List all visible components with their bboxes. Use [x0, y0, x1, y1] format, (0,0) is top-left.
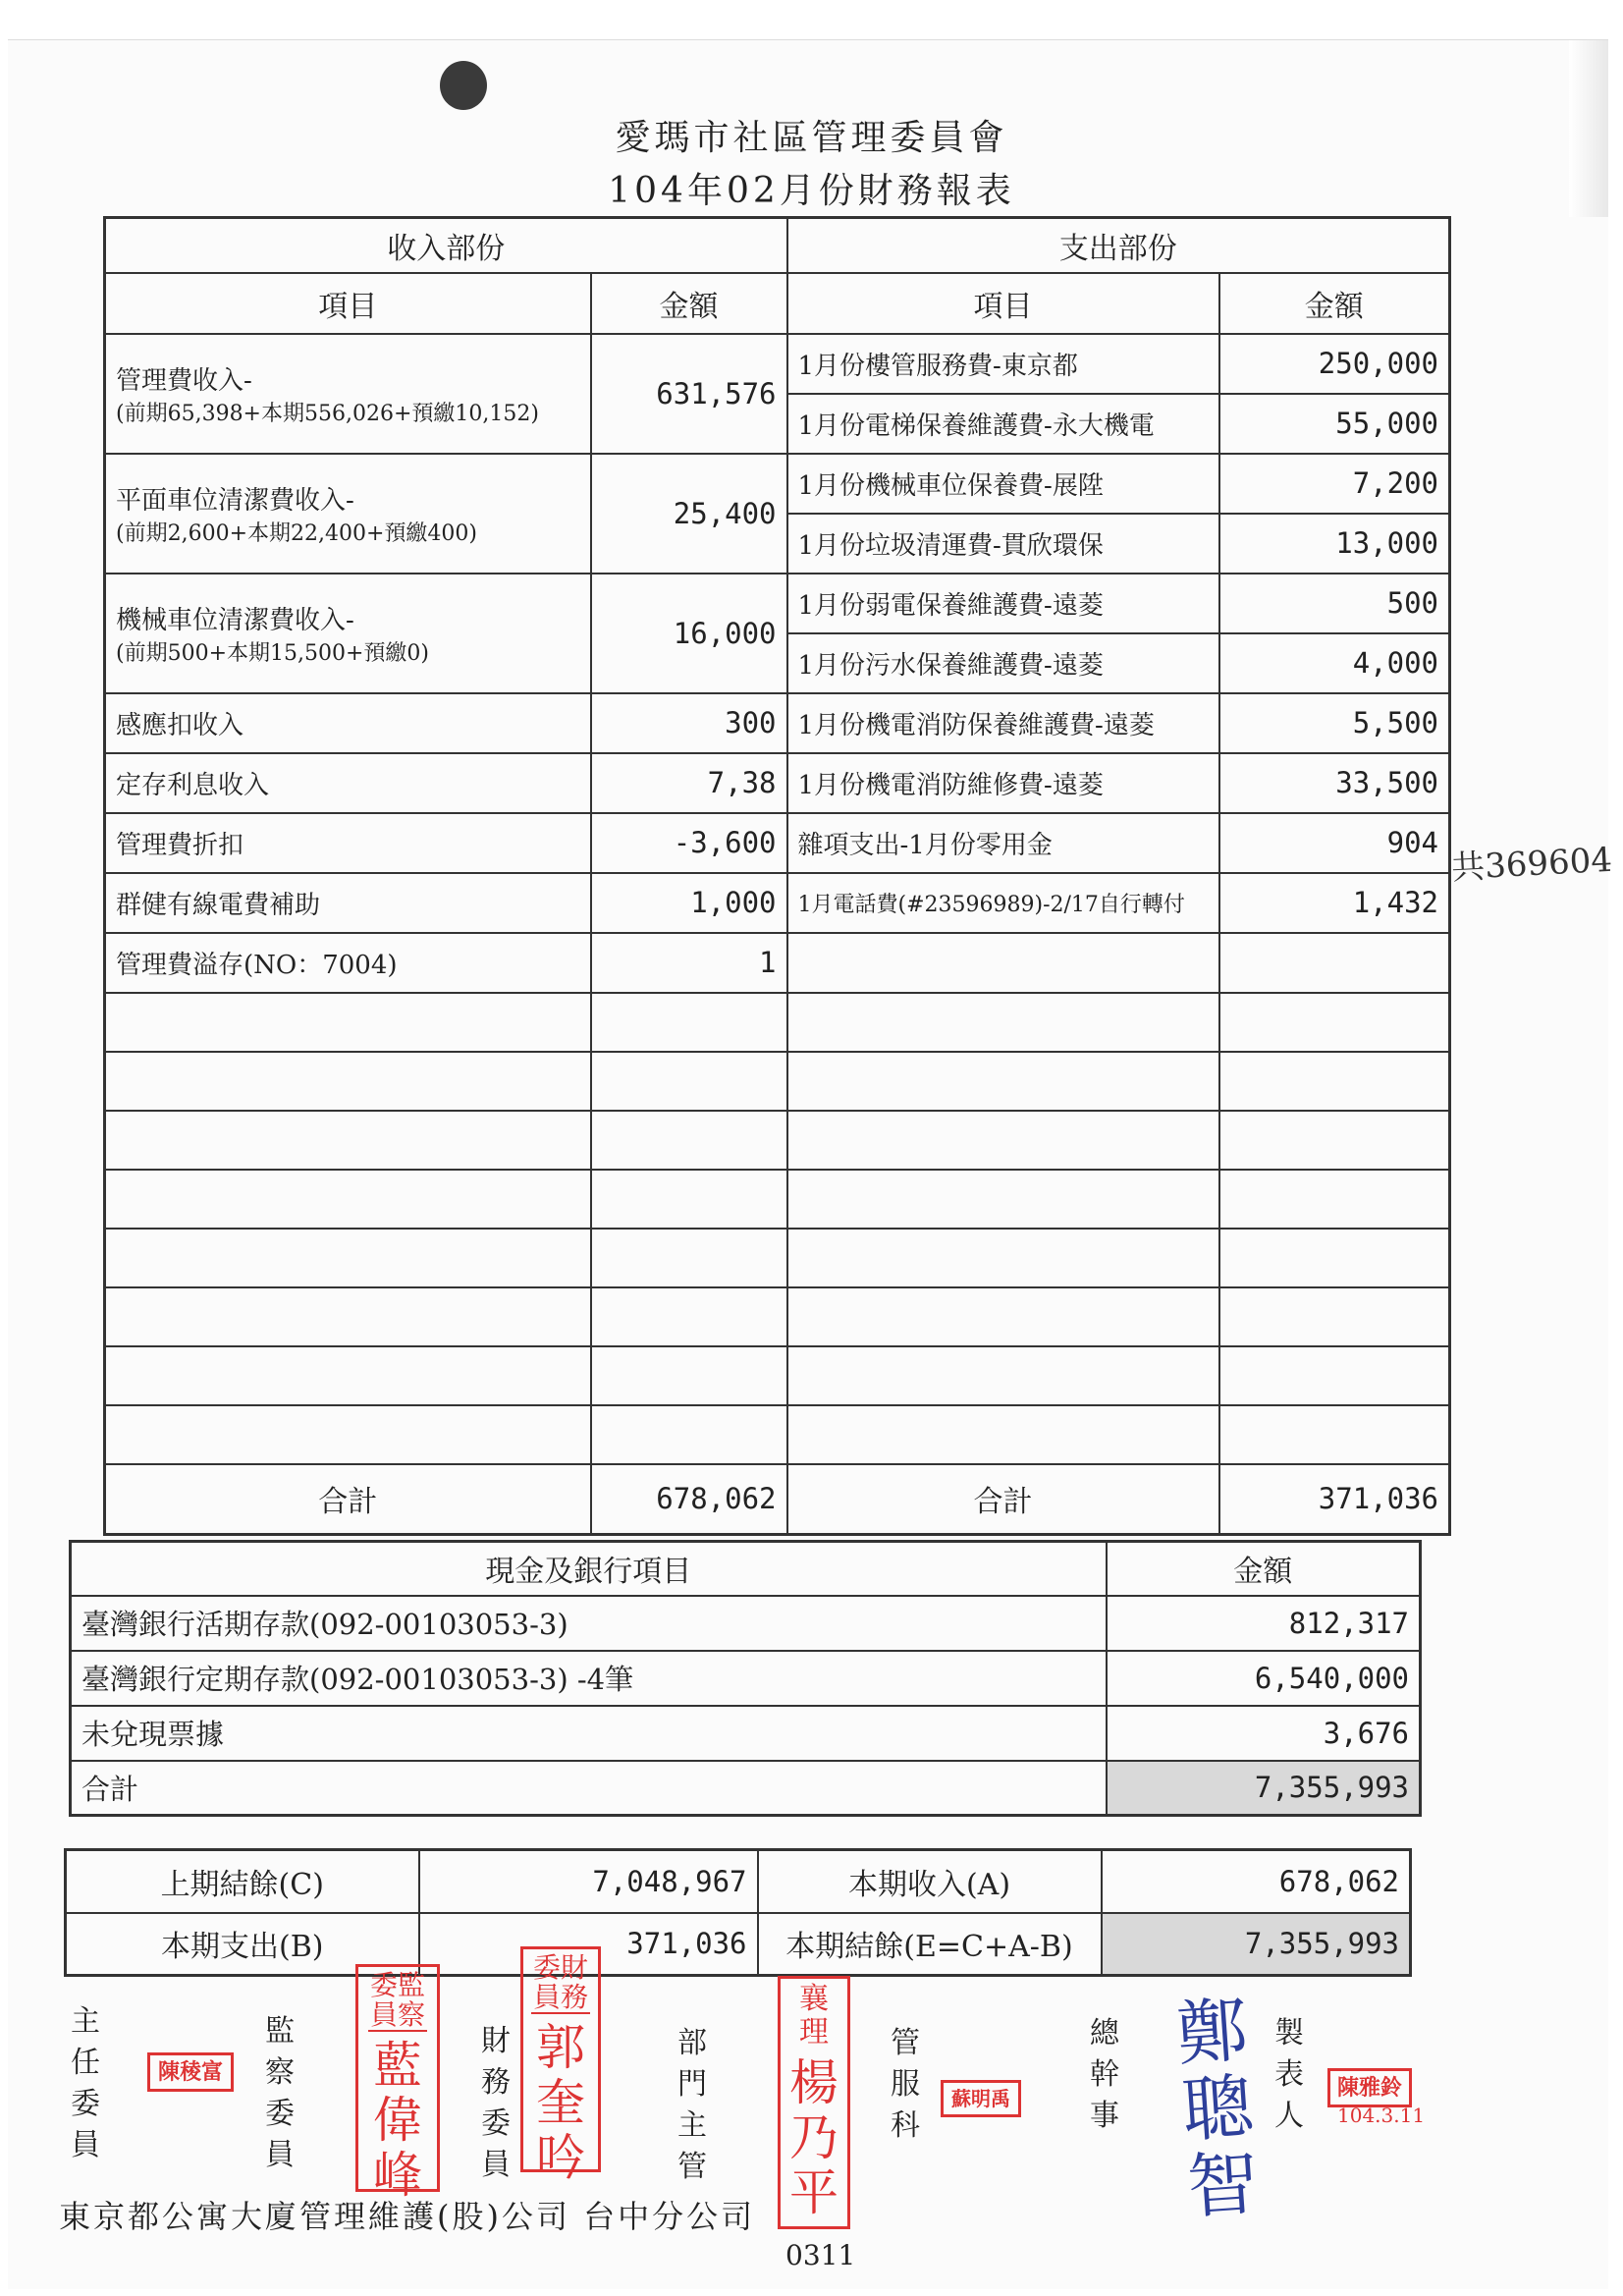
income-sub: (前期500+本期15,500+預繳0) [116, 640, 430, 666]
table-row [71, 1651, 1421, 1706]
table-row [105, 753, 1450, 813]
income-col-item: 項目 [105, 273, 591, 334]
expense-amount-1: 55,000 [1219, 394, 1450, 454]
expense-amount-4: 500 [1219, 574, 1450, 633]
table-row [105, 574, 1450, 633]
period-expense: 371,036 [419, 1913, 758, 1976]
income-header: 收入部份 [105, 218, 787, 273]
dept-title: 襄理 [799, 1982, 829, 2050]
income-label: 平面車位清潔費收入- [116, 485, 354, 516]
income-label: 機械車位清潔費收入- [116, 605, 354, 635]
expense-total-label: 合計 [787, 1464, 1219, 1535]
expense-item-8: 雜項支出-1月份零用金 [787, 813, 1219, 873]
total-row [71, 1761, 1421, 1816]
table-row [105, 334, 1450, 394]
cash-bank-table [69, 1540, 1422, 1817]
income-amount-2: 16,000 [591, 574, 787, 693]
prev-balance-label: 上期結餘(C) [66, 1850, 419, 1913]
cash-amount-1: 6,540,000 [1107, 1651, 1421, 1706]
expense-amount-9: 1,432 [1219, 873, 1450, 933]
expense-col-amount: 金額 [1219, 273, 1450, 334]
gm-signature-text: 鄭聰智 [1173, 1988, 1262, 2229]
expense-amount-0: 250,000 [1219, 334, 1450, 394]
expense-amount-7: 33,500 [1219, 753, 1450, 813]
income-item-0 [105, 334, 591, 454]
cash-total-label: 合計 [71, 1761, 1107, 1816]
empty-row [105, 1111, 1450, 1170]
dept-label: 部門主管 [677, 2026, 707, 2184]
finance-label: 財務委員 [481, 2024, 511, 2182]
maker-label: 製表人 [1274, 2016, 1304, 2133]
expense-amount-5: 4,000 [1219, 633, 1450, 693]
empty-cell [787, 933, 1219, 993]
table-row [105, 933, 1450, 993]
chair-stamp: 陳稜富 [147, 2052, 234, 2092]
prev-balance: 7,048,967 [419, 1850, 758, 1913]
empty-row [105, 1170, 1450, 1229]
expense-amount-3: 13,000 [1219, 514, 1450, 574]
service-label: 管服科 [891, 2026, 920, 2143]
expense-item-1: 1月份電梯保養維護費-永大機電 [787, 394, 1219, 454]
income-amount-3: 300 [591, 693, 787, 753]
empty-cell [1219, 933, 1450, 993]
income-amount-7: 1 [591, 933, 787, 993]
total-row [105, 1464, 1450, 1535]
expense-item-6: 1月份機電消防保養維護費-遠菱 [787, 693, 1219, 753]
expense-item-7: 1月份機電消防維修費-遠菱 [787, 753, 1219, 813]
balance-label: 本期結餘(E=C+A-B) [758, 1913, 1102, 1976]
dept-name: 楊乃平 [789, 2054, 839, 2221]
chair-label: 主任委員 [71, 2004, 100, 2162]
empty-row [105, 1346, 1450, 1405]
handwritten-expense-note: 共369604 [1450, 840, 1613, 889]
income-expense-table [103, 216, 1451, 1536]
expense-item-0: 1月份樓管服務費-東京都 [787, 334, 1219, 394]
income-label: 本期收入(A) [758, 1850, 1102, 1913]
income-col-amount: 金額 [591, 273, 787, 334]
income-sub: (前期2,600+本期22,400+預繳400) [116, 520, 477, 546]
expense-item-2: 1月份機械車位保養費-展陞 [787, 454, 1219, 514]
service-stamp: 蘇明禹 [941, 2080, 1021, 2117]
finance-name: 郭奎吟 [536, 2019, 585, 2186]
cash-amount-0: 812,317 [1107, 1596, 1421, 1651]
cash-amount-2: 3,676 [1107, 1706, 1421, 1761]
expense-item-9: 1月電話費(#23596989)-2/17自行轉付 [787, 873, 1219, 933]
empty-row [105, 1405, 1450, 1464]
income-total-label: 合計 [105, 1464, 591, 1535]
gm-label: 總幹事 [1090, 2016, 1119, 2133]
cash-item-0: 臺灣銀行活期存款(092-00103053-3) [71, 1596, 1107, 1651]
document-title: 愛瑪市社區管理委員會 [615, 118, 1008, 158]
income-item-5: 管理費折扣 [105, 813, 591, 873]
period-balance: 7,355,993 [1102, 1913, 1411, 1976]
cash-total: 7,355,993 [1107, 1761, 1421, 1816]
cash-item-2: 未兌現票據 [71, 1706, 1107, 1761]
expense-header: 支出部份 [787, 218, 1450, 273]
empty-row [105, 1052, 1450, 1111]
empty-row [105, 993, 1450, 1052]
expense-label: 本期支出(B) [66, 1913, 419, 1976]
expense-col-item: 項目 [787, 273, 1219, 334]
dept-stamp [778, 1976, 850, 2229]
handwritten-code: 0311 [785, 2239, 856, 2271]
table-row [105, 813, 1450, 873]
punch-hole [440, 61, 487, 110]
income-item-2 [105, 574, 591, 693]
empty-row [105, 1287, 1450, 1346]
document-subtitle: 104年02月份財務報表 [608, 171, 1015, 211]
table-row [71, 1596, 1421, 1651]
table-row [105, 693, 1450, 753]
cash-header-amount: 金額 [1107, 1542, 1421, 1596]
income-sub: (前期65,398+本期556,026+預繳10,152) [116, 401, 539, 426]
income-item-3: 感應扣收入 [105, 693, 591, 753]
income-amount-4: 7,38 [591, 753, 787, 813]
company-footer: 東京都公寓大廈管理維護(股)公司 台中分公司 [59, 2198, 756, 2235]
maker-stamp: 陳雅鈴 [1327, 2068, 1412, 2107]
expense-item-4: 1月份弱電保養維護費-遠菱 [787, 574, 1219, 633]
gm-signature [1161, 1988, 1274, 2229]
income-item-7: 管理費溢存(NO：7004) [105, 933, 591, 993]
income-label: 管理費收入- [116, 365, 252, 396]
table-row [71, 1706, 1421, 1761]
supervisor-title: 委監員察 [369, 1969, 425, 2031]
summary-table [64, 1848, 1412, 1977]
period-income: 678,062 [1102, 1850, 1411, 1913]
supervisor-stamp [355, 1964, 440, 2204]
income-amount-6: 1,000 [591, 873, 787, 933]
maker-date: 104.3.11 [1337, 2104, 1426, 2127]
expense-item-3: 1月份垃圾清運費-貫欣環保 [787, 514, 1219, 574]
income-total: 678,062 [591, 1464, 787, 1535]
income-amount-0: 631,576 [591, 334, 787, 454]
income-item-6: 群健有線電費補助 [105, 873, 591, 933]
finance-title: 委財員務 [532, 1951, 588, 2013]
expense-amount-8: 904 [1219, 813, 1450, 873]
income-item-1 [105, 454, 591, 574]
expense-amount-6: 5,500 [1219, 693, 1450, 753]
income-item-4: 定存利息收入 [105, 753, 591, 813]
empty-row [105, 1229, 1450, 1287]
table-row [105, 873, 1450, 933]
expense-item-5: 1月份污水保養維護費-遠菱 [787, 633, 1219, 693]
finance-stamp [520, 1946, 601, 2186]
income-amount-1: 25,400 [591, 454, 787, 574]
expense-amount-2: 7,200 [1219, 454, 1450, 514]
expense-total: 371,036 [1219, 1464, 1450, 1535]
income-amount-5: -3,600 [591, 813, 787, 873]
supervisor-name: 藍偉峰 [373, 2037, 422, 2204]
cash-item-1: 臺灣銀行定期存款(092-00103053-3) -4筆 [71, 1651, 1107, 1706]
supervisor-label: 監察委員 [265, 2014, 295, 2172]
table-row [105, 454, 1450, 514]
cash-header-item: 現金及銀行項目 [71, 1542, 1107, 1596]
